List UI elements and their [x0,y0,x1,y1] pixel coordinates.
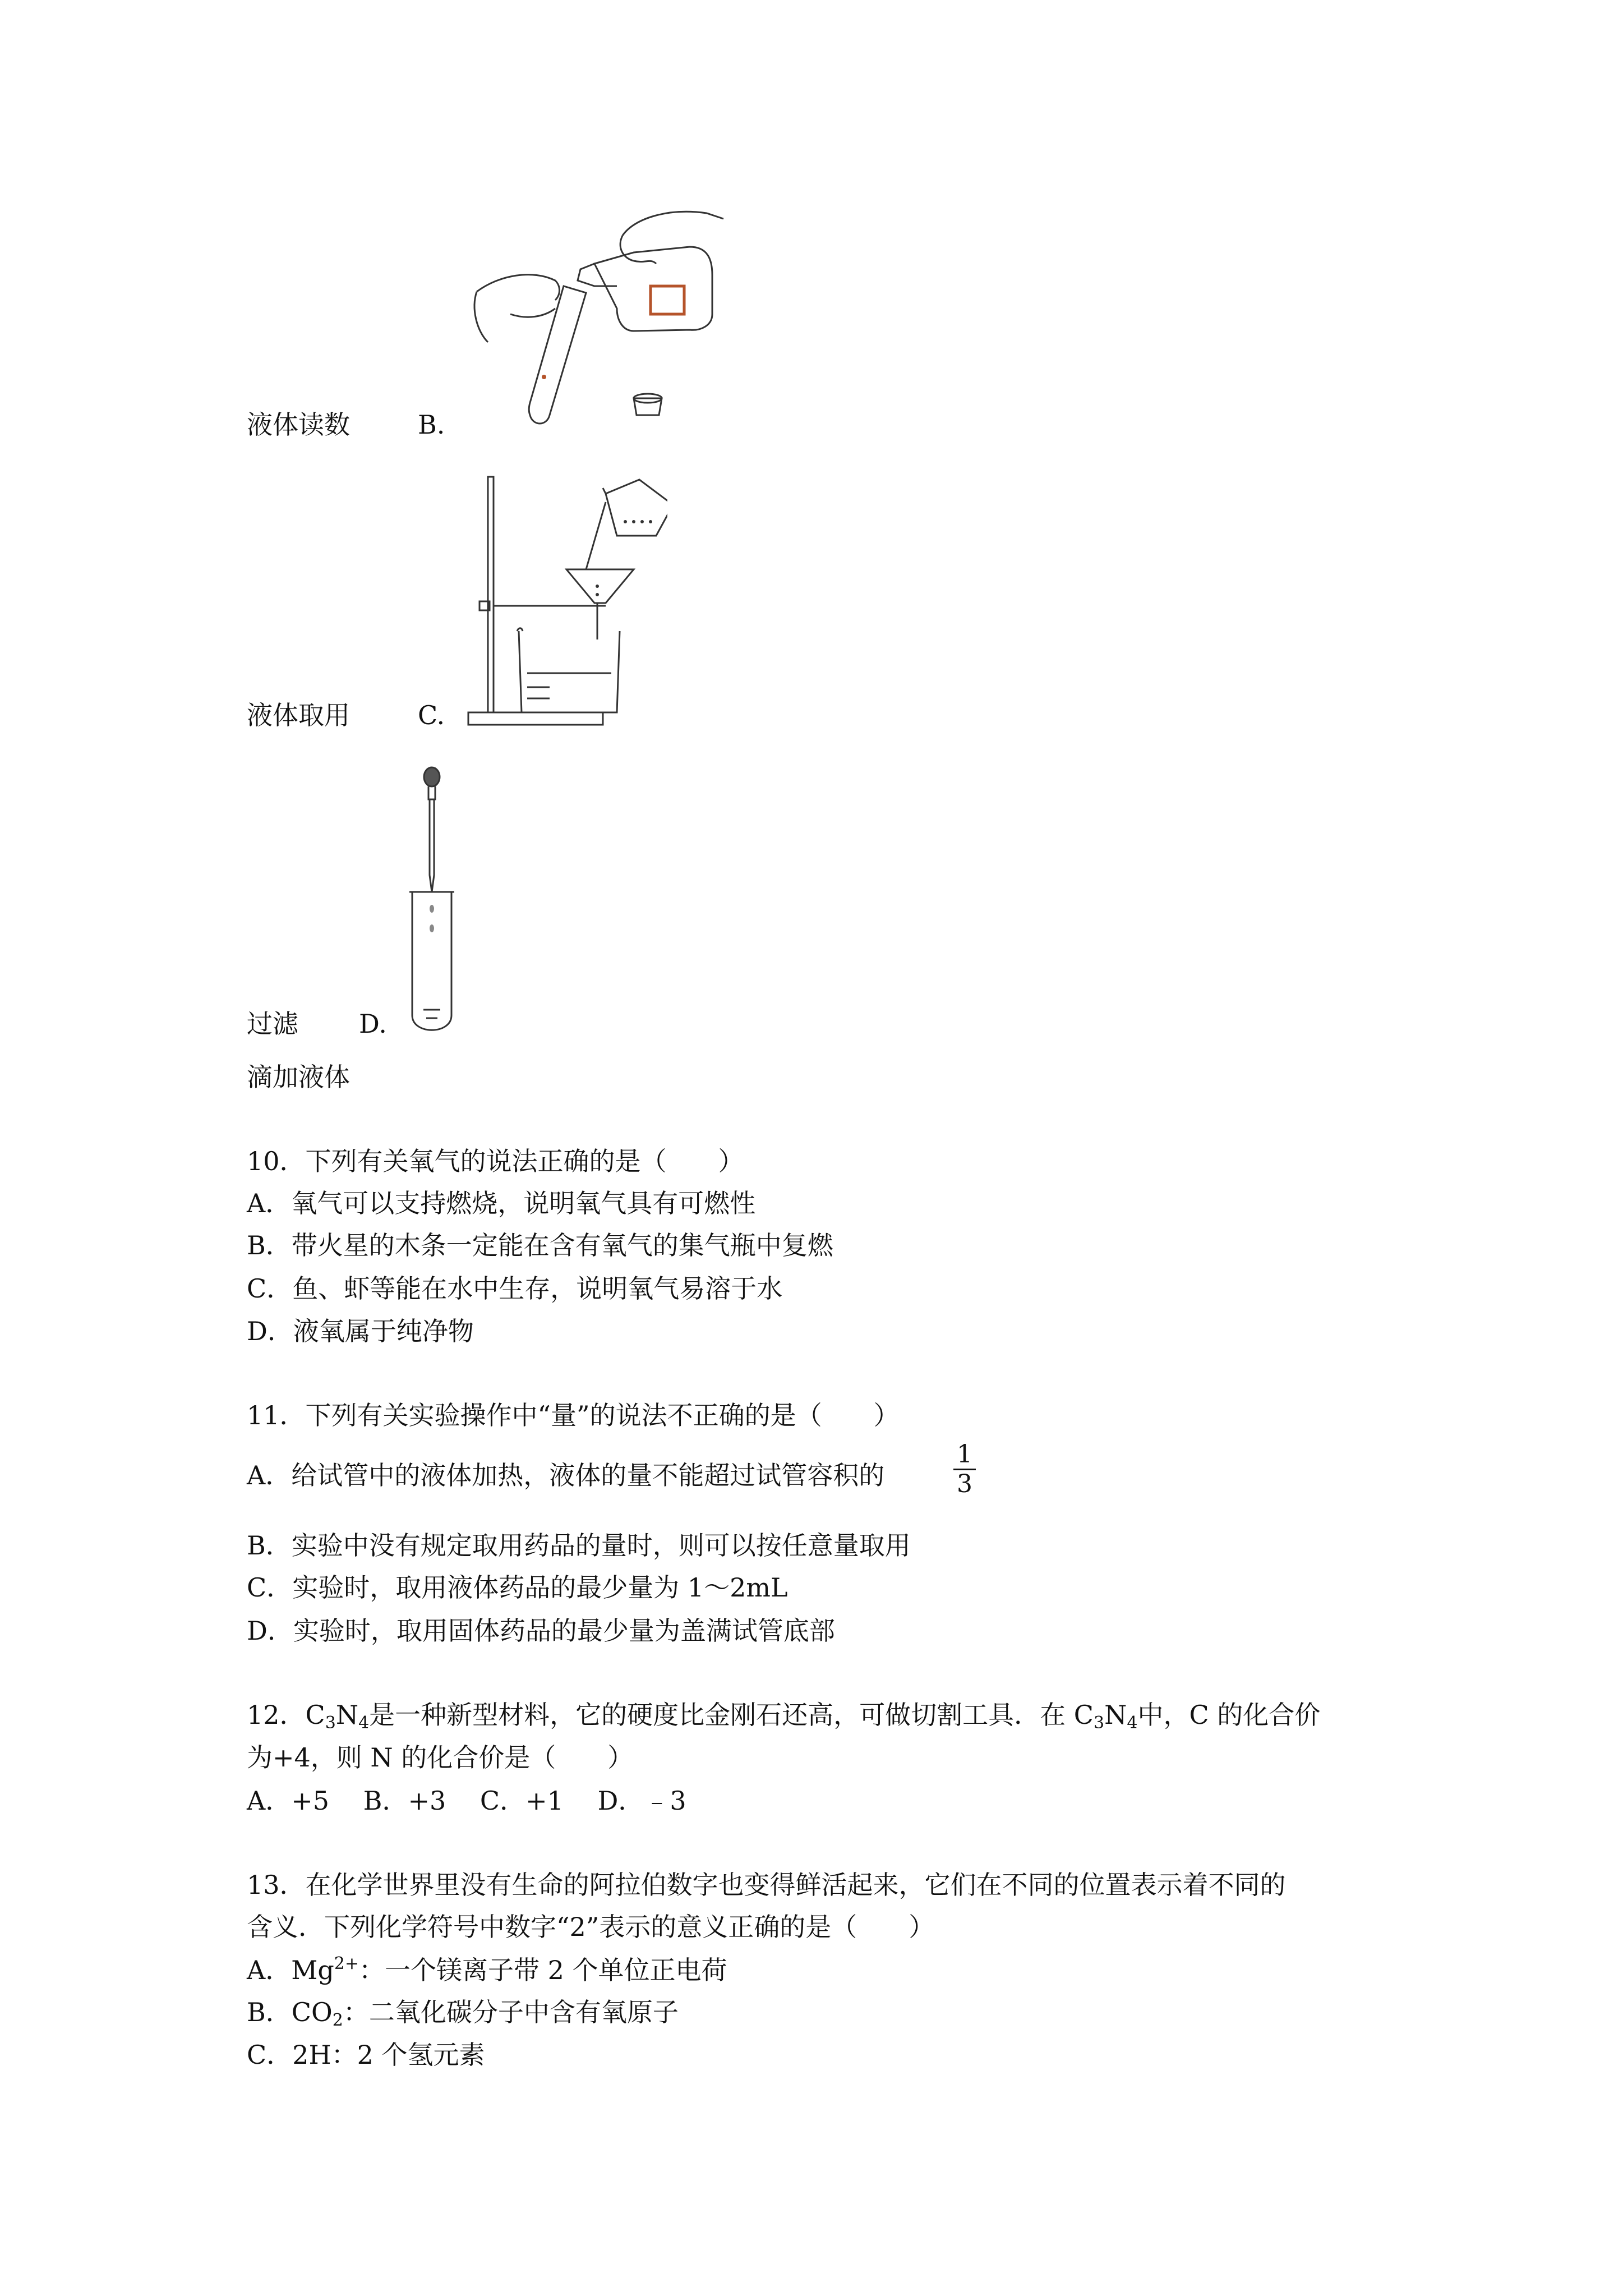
q12-text-1: 12．C [247,1700,325,1730]
q12-sub-3: 3 [1094,1713,1105,1733]
q11-option-d: D．实验时，取用固体药品的最少量为盖满试管底部 [247,1616,835,1646]
q12-line2: 为+4，则 N 的化合价是（ ） [247,1742,634,1773]
option-c-text: 过滤 [247,1009,298,1039]
q10-option-b: B．带火星的木条一定能在含有氧气的集气瓶中复燃 [247,1230,833,1260]
option-d-label: D. [359,1009,387,1039]
q13-option-b [247,1995,679,2029]
q13-a-post: ：一个镁离子带 2 个单位正电荷 [359,1955,727,1985]
q12-sub-4: 4 [1127,1713,1138,1733]
q13-line2: 含义．下列化学符号中数字“2”表示的意义正确的是（ ） [247,1912,935,1942]
q12-sub-1: 3 [325,1713,336,1733]
q13-line1: 13．在化学世界里没有生命的阿拉伯数字也变得鲜活起来，它们在不同的位置表示着不同的 [247,1870,1286,1900]
fraction-denominator: 3 [957,1470,972,1498]
q12-text-2: N [335,1700,359,1730]
q13-option-c: C．2H：2 个氢元素 [247,2040,485,2070]
q10-stem: 10．下列有关氧气的说法正确的是（ ） [247,1146,744,1176]
fraction-numerator: 1 [957,1440,972,1469]
option-a-text: 液体读数 [247,409,350,440]
option-c-label: C. [418,700,445,730]
q13-a-sup: 2+ [334,1954,359,1973]
q11-option-b: B．实验中没有规定取用药品的量时，则可以按任意量取用 [247,1530,911,1561]
filtration-figure [465,471,667,735]
q12-line1 [247,1698,1320,1732]
q13-b-post: ：二氧化碳分子中含有氧原子 [343,1997,679,2027]
option-d-text: 滴加液体 [247,1062,350,1092]
q10-option-a: A．氧气可以支持燃烧，说明氧气具有可燃性 [247,1188,756,1218]
dropper-figure [404,763,460,1038]
q12-text-5: 中，C 的化合价 [1137,1700,1321,1730]
q11-stem: 11．下列有关实验操作中“量”的说法不正确的是（ ） [247,1400,900,1430]
pouring-liquid-figure [465,202,729,443]
q12-sub-2: 4 [358,1713,370,1733]
q12-choices: A．+5 B．+3 C．+1 D．﹣3 [247,1786,686,1816]
q12-text-4: N [1104,1700,1127,1730]
option-b-label: B. [418,409,445,440]
q13-b-sub: 2 [332,2010,343,2030]
q13-a-pre: A．Mg [247,1955,334,1985]
fraction-one-third [953,1442,976,1497]
q11-option-a: A．给试管中的液体加热，液体的量不能超过试管容积的 [247,1460,885,1490]
q11-option-c: C．实验时，取用液体药品的最少量为 1～2mL [247,1572,788,1603]
option-b-text: 液体取用 [247,700,350,730]
q10-option-d: D．液氧属于纯净物 [247,1316,474,1346]
q13-b-pre: B．CO [247,1997,333,2027]
q13-option-a [247,1953,727,1987]
q12-text-3: 是一种新型材料，它的硬度比金刚石还高，可做切割工具．在 C [369,1700,1094,1730]
q10-option-c: C．鱼、虾等能在水中生存，说明氧气易溶于水 [247,1273,783,1304]
